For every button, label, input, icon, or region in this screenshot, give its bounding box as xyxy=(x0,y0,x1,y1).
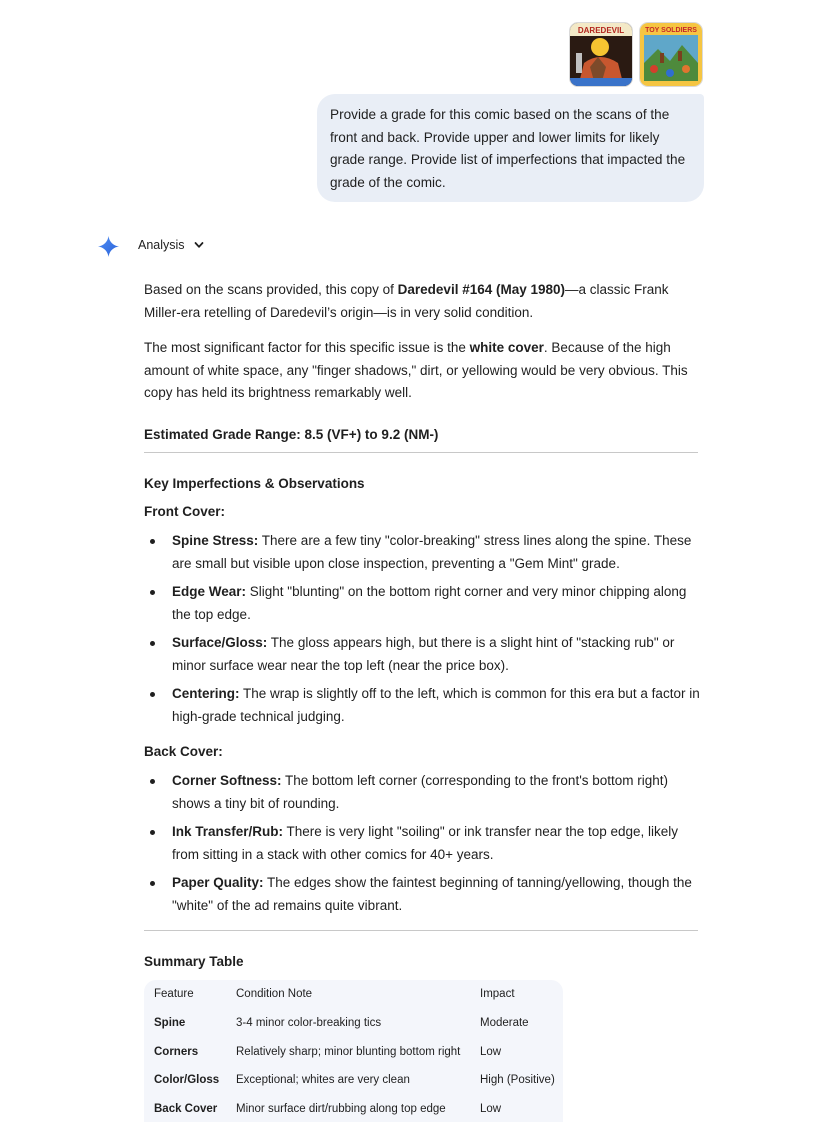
table-header-cell: Condition Note xyxy=(236,988,313,1001)
table-cell: Back Cover xyxy=(154,1103,218,1116)
front-cover-masthead: DAREDEVIL xyxy=(577,26,625,35)
table-cell: High (Positive) xyxy=(480,1074,555,1087)
front-cover-thumbnail[interactable] xyxy=(569,22,633,87)
table-cell: Spine xyxy=(154,1017,186,1030)
item-label: Edge Wear: xyxy=(172,584,247,599)
list-item xyxy=(172,632,702,677)
intro-2-text-a: The most significant factor for this specific issue is the xyxy=(144,340,470,355)
back-cover-masthead: TOY SOLDIERS xyxy=(645,27,697,34)
analysis-toggle-button[interactable] xyxy=(138,238,205,252)
table-cell: Low xyxy=(480,1103,502,1116)
intro-1-text-a: Based on the scans provided, this copy of xyxy=(144,282,398,297)
table-row xyxy=(144,1037,563,1066)
table-cell: Color/Gloss xyxy=(154,1074,220,1087)
list-item xyxy=(172,581,702,626)
table-row xyxy=(144,1009,563,1038)
user-prompt-bubble xyxy=(317,94,704,202)
imperfections-heading: Key Imperfections & Observations xyxy=(144,476,365,491)
gemini-sparkle-icon xyxy=(98,236,119,257)
analysis-label: Analysis xyxy=(138,238,185,252)
item-text: There is very light "soiling" or ink transfer near the top edge, likely from sitting in a stack with other comics for 40+ years. xyxy=(172,824,679,862)
attachment-thumbnails xyxy=(569,22,703,87)
table-cell: Corners xyxy=(154,1045,199,1058)
item-label: Spine Stress: xyxy=(172,533,259,548)
intro-1-text-c: —a classic Frank Miller-era retelling of Daredevil’s origin—is in very solid condition. xyxy=(144,282,669,320)
item-text: The gloss appears high, but there is a slight hint of "stacking rub" or minor surface wear near the top left (near the price box). xyxy=(172,635,675,673)
back-cover-image xyxy=(640,23,702,86)
table-cell: Relatively sharp; minor blunting bottom right xyxy=(236,1045,461,1058)
divider-1 xyxy=(144,452,698,453)
table-cell: Low xyxy=(480,1045,502,1058)
intro-paragraph-2 xyxy=(144,337,700,405)
intro-paragraph-1 xyxy=(144,279,700,324)
item-label: Centering: xyxy=(172,686,240,701)
item-text: Slight "blunting" on the bottom right corner and very minor chipping along the top edge. xyxy=(172,584,687,622)
list-item xyxy=(172,530,702,575)
front-cover-image xyxy=(570,23,632,86)
list-item xyxy=(172,872,702,917)
item-label: Ink Transfer/Rub: xyxy=(172,824,284,839)
summary-table-heading: Summary Table xyxy=(144,954,244,969)
back-cover-heading: Back Cover: xyxy=(144,744,223,759)
list-item xyxy=(172,683,702,728)
table-header-cell: Impact xyxy=(480,988,515,1001)
item-text: The wrap is slightly off to the left, which is common for this era but a factor in high-grade technical judging. xyxy=(172,686,700,724)
grade-range-heading: Estimated Grade Range: 8.5 (VF+) to 9.2 (NM-) xyxy=(144,427,439,442)
user-prompt-text: Provide a grade for this comic based on the scans of the front and back. Provide upper and lower limits for likely grade range. Provide list of imperfections that impacted the grade of the comic. xyxy=(330,107,686,190)
table-header-row xyxy=(144,980,563,1009)
table-row xyxy=(144,1095,563,1122)
item-label: Surface/Gloss: xyxy=(172,635,268,650)
intro-2-bold: white cover xyxy=(469,340,544,355)
item-label: Paper Quality: xyxy=(172,875,264,890)
table-cell: Minor surface dirt/rubbing along top edge xyxy=(236,1103,446,1116)
list-item xyxy=(172,821,702,866)
summary-table xyxy=(144,980,563,1122)
intro-1-bold: Daredevil #164 (May 1980) xyxy=(397,282,566,297)
table-cell: 3-4 minor color-breaking tics xyxy=(236,1017,382,1030)
front-cover-heading: Front Cover: xyxy=(144,504,225,519)
item-label: Corner Softness: xyxy=(172,773,282,788)
item-text: The bottom left corner (corresponding to the front's bottom right) shows a tiny bit of rounding. xyxy=(172,773,669,811)
item-text: There are a few tiny "color-breaking" stress lines along the spine. These are small but visible upon close inspection, preventing a "Gem Mint" grade. xyxy=(172,533,692,571)
table-header-cell: Feature xyxy=(154,988,194,1001)
item-text: The edges show the faintest beginning of tanning/yellowing, though the "white" of the ad remains quite vibrant. xyxy=(172,875,692,913)
table-cell: Moderate xyxy=(480,1017,529,1030)
divider-2 xyxy=(144,930,698,931)
chevron-down-icon xyxy=(193,239,205,251)
table-cell: Exceptional; whites are very clean xyxy=(236,1074,410,1087)
intro-2-text-c: . Because of the high amount of white space, any "finger shadows," dirt, or yellowing would be very obvious. This copy has held its brightness remarkably well. xyxy=(144,340,688,400)
list-item xyxy=(172,770,702,815)
back-cover-thumbnail[interactable] xyxy=(639,22,703,87)
table-row xyxy=(144,1066,563,1095)
